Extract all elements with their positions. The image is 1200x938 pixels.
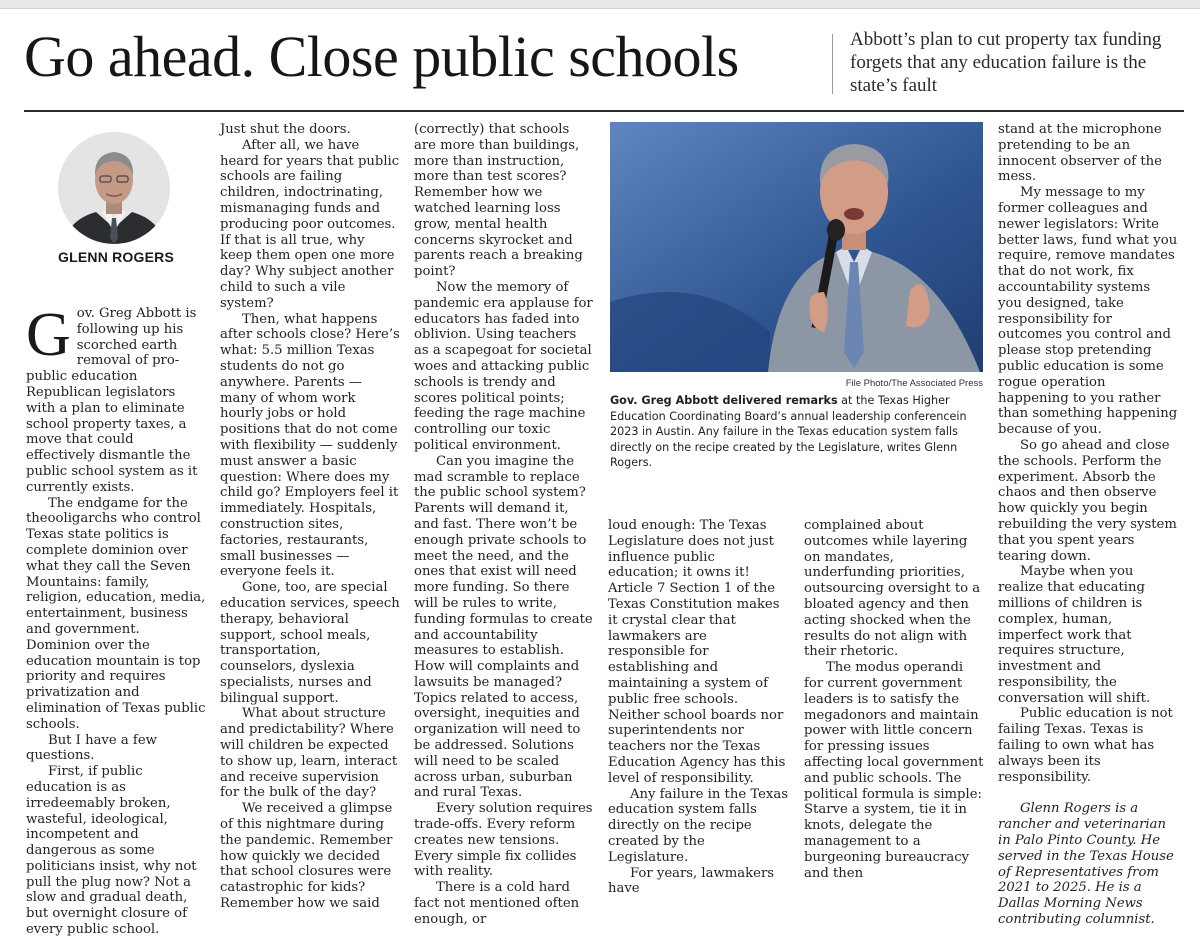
paragraph: There is a cold hard fact not mentioned often enough, or: [414, 880, 580, 927]
drop-cap: G: [26, 301, 71, 369]
paragraph: We received a glimpse of this nightmare during the pandemic. Remember how quickly we decided that school closures were catastrophic for kids? Remember how we said: [220, 801, 393, 912]
paragraph: The modus operandi for current government leaders is to satisfy the megadonors and maintain power with little concern for pressing issues affecting local government and public schools. The political formula is simple: Starve a system, tie it in knots, delegate the management to a burgeoning bureaucracy and then: [804, 660, 984, 881]
paragraph: Gone, too, are special education services, speech therapy, behavioral support, school meals, transportation, counselors, dyslexia specialists, nurses and bilingual support.: [220, 580, 400, 706]
paragraph: Maybe when you realize that educating millions of children is complex, human, imperfect work that requires structure, investment and responsibility, the conversation will shift.: [998, 564, 1151, 706]
author-bio: Glenn Rogers is a rancher and veterinarian in Palo Pinto County. He served in the Texas House of Representatives from 2021 to 2025. He is a Dallas Morning News contributing columnist.: [998, 801, 1174, 928]
article-column-3: [414, 122, 594, 928]
deck: Abbott’s plan to cut property tax funding forgets that any education failure is the state’s fault: [850, 29, 1162, 96]
paragraph: Now the memory of pandemic era applause for educators has faded into oblivion. Using teachers as a scapegoat for societal woes and attacking public schools is trendy and scores political points; feeding the rage machine controlling our toxic political environment.: [414, 279, 593, 453]
paragraph: (correctly) that schools are more than buildings, more than instruction, more than test scores? Remember how we watched learning loss grow, mental health concerns skyrocket and parents reach a breaking point?: [414, 122, 583, 280]
paragraph: So go ahead and close the schools. Perform the experiment. Absorb the chaos and then observe how quickly you begin rebuilding the very system that you spent years tearing down.: [998, 437, 1177, 564]
paragraph: First, if public education is as irredeemably broken, wasteful, ideological, incompetent and dangerous as some politicians insist, why not pull the plug now? Not a slow and gradual death, but overnight closure of every public school.: [26, 764, 197, 938]
paragraph: My message to my former colleagues and newer legislators: Write better laws, fund what you require, remove mandates that do not work, fix accountability systems you designed, take responsibility for outcomes you control and please stop pretending public education is some rogue operation happening to you rather than something happening because of you.: [998, 185, 1178, 438]
article-column-6: [998, 122, 1178, 928]
paragraph: Public education is not failing Texas. Texas is failing to own what has always been its responsibility.: [998, 706, 1173, 785]
photo-credit: File Photo/The Associated Press: [845, 378, 983, 389]
page-top-band: [0, 0, 1200, 9]
paragraph: Just shut the doors.: [220, 122, 351, 137]
paragraph: For years, lawmakers have: [608, 865, 775, 897]
photo-caption: [610, 393, 990, 471]
author-name: GLENN ROGERS: [58, 249, 174, 265]
paragraph: The endgame for the theooligarchs who control Texas state politics is complete dominion over what they call the Seven Mountains: family, religion, education, media, entertainment, business and government. Dominion over the education mountain is top priority and requires privatization and elimination of Texas public schools.: [26, 495, 206, 732]
article-column-4: [608, 518, 788, 897]
caption-lead: Gov. Greg Abbott delivered remarks: [610, 394, 838, 407]
paragraph: What about structure and predictability? Where will children be expected to show up, learn, interact and receive supervision for the bulk of the day?: [220, 706, 398, 801]
article-column-2: [220, 122, 400, 912]
article-column-5: [804, 518, 984, 881]
paragraph: Any failure in the Texas education system falls directly on the recipe created by the Legislature.: [608, 786, 788, 865]
paragraph: Every solution requires trade-offs. Every reform creates new tensions. Every simple fix collides with reality.: [414, 801, 593, 880]
headline: Go ahead. Close public schools: [24, 24, 739, 89]
article-column-1: [26, 301, 206, 938]
paragraph: Then, what happens after schools close? Here’s what: 5.5 million Texas students do not go anywhere. Parents — many of whom work hourly jobs or hold positions that do not come with flexibility — suddenly must answer a basic question: Where does my child go? Employers feel it immediately. Hospitals, construction sites, factories, restaurants, small businesses — everyone feels it.: [220, 311, 400, 580]
paragraph: loud enough: The Texas Legislature does not just influence public education; it owns it! Article 7 Section 1 of the Texas Constitution makes it crystal clear that lawmakers are responsible for establishing and maintaining a system of public free schools. Neither school boards nor superintendents nor teachers nor the Texas Education Agency has this level of responsibility.: [608, 518, 786, 786]
headline-rule: [24, 110, 1184, 112]
paragraph: Can you imagine the mad scramble to replace the public school system? Parents will demand it, and fast. There won’t be enough private schools to meet the need, and the ones that exist will need more funding. So there will be rules to write, funding formulas to create and accountability measures to establish. How will complaints and lawsuits be managed? Topics related to access, oversight, inequities and organization will need to be addressed. Solutions will need to be scaled across urban, suburban and rural Texas.: [414, 453, 593, 801]
caption-text: at the Texas Higher Education Coordinating Board’s annual leadership conferencein 2023 in Austin. Any failure in the Texas education system falls directly on the recipe created by the Legislature, writes Glenn Rogers.: [610, 394, 967, 470]
paragraph: complained about outcomes while layering on mandates, underfunding priorities, outsourcing oversight to a bloated agency and then acting shocked when the results do not align with their rhetoric.: [804, 518, 981, 660]
paragraph: But I have a few questions.: [26, 732, 157, 764]
paragraph: stand at the microphone pretending to be an innocent observer of the mess.: [998, 122, 1162, 185]
paragraph: After all, we have heard for years that public schools are failing children, indoctrinating, mismanaging funds and producing poor outcomes. If that is all true, why keep them open one more day? Why subject another child to such a vile system?: [220, 137, 400, 311]
headline-divider: [832, 34, 833, 94]
abbott-photo: [610, 122, 983, 372]
author-photo: [58, 132, 170, 244]
paragraph: Gov. Greg Abbott is following up his scorched earth removal of pro-public education Republican legislators with a plan to eliminate school property taxes, a move that could effectively dismantle the public school system as it currently exists.: [26, 301, 198, 495]
